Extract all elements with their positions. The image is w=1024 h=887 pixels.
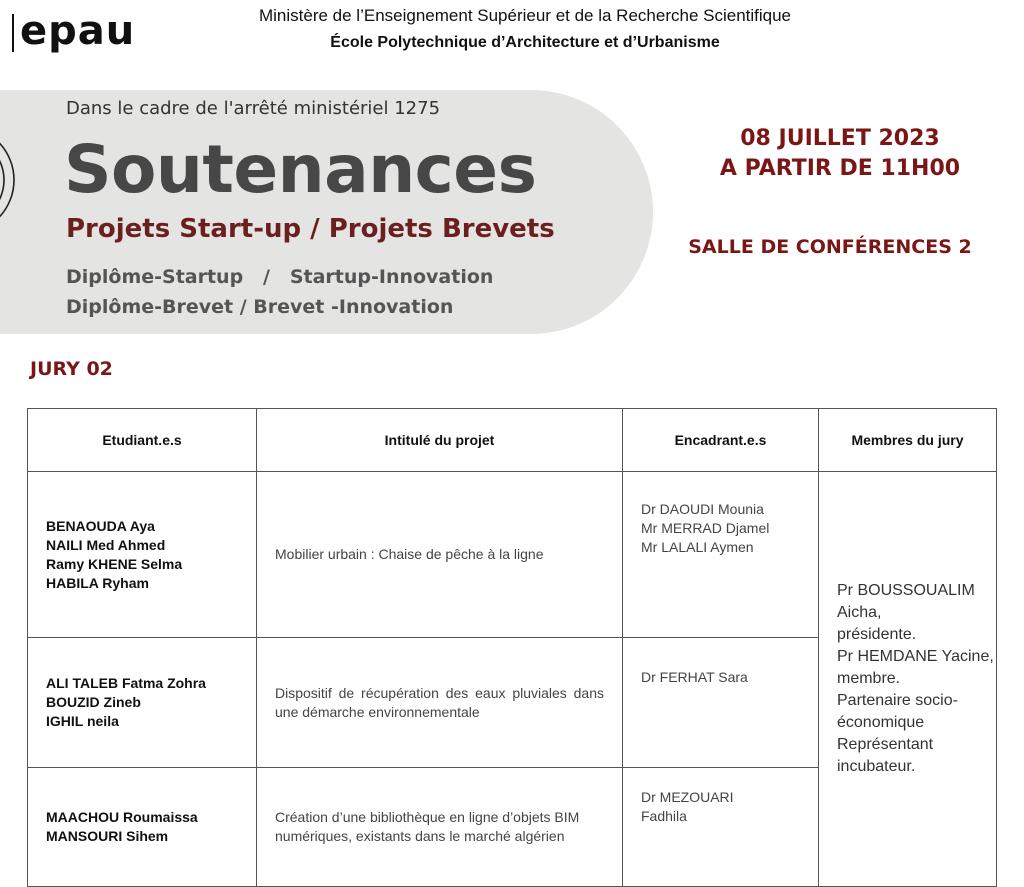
event-time: A PARTIR DE 11H00 [719, 156, 961, 181]
header-students: Etudiant.e.s [28, 409, 257, 472]
jury-member-line: Pr BOUSSOUALIM Aicha, [837, 582, 975, 621]
student-name: MAACHOU Roumaissa [46, 809, 198, 825]
students-cell [28, 638, 257, 768]
header-jury-members: Membres du jury [819, 409, 997, 472]
event-date: 08 JUILLET 2023 [740, 126, 940, 151]
decree-context: Dans le cadre de l'arrêté ministériel 1275 [66, 98, 441, 119]
project-title-cell: Mobilier urbain : Chaise de pêche à la ligne [257, 472, 623, 638]
student-name: MANSOURI Sihem [46, 828, 169, 844]
supervisors-cell [623, 472, 819, 638]
supervisor-name: Mr LALALI Aymen [641, 539, 754, 555]
ministry-name: Ministère de l’Enseignement Supérieur et de la Recherche Scientifique [258, 6, 792, 25]
diploma-line-brevet: Diplôme-Brevet / Brevet -Innovation [66, 296, 454, 318]
student-name: Ramy KHENE Selma [46, 555, 183, 572]
supervisor-name: Dr MEZOUARI [641, 789, 734, 805]
page-subtitle: Projets Start-up / Projets Brevets [66, 214, 555, 244]
student-name: BENAOUDA Aya [46, 517, 155, 534]
epau-logo: epau [20, 8, 136, 54]
header-project: Intitulé du projet [257, 409, 623, 472]
jury-member-line: membre. [837, 670, 901, 687]
student-name: BOUZID Zineb [46, 694, 141, 710]
table-header-row [28, 409, 997, 472]
event-date-block [700, 124, 980, 184]
student-name: HABILA Ryham [46, 574, 149, 591]
jury-label: JURY 02 [30, 358, 113, 380]
jury-member-line: Représentant incubateur. [837, 736, 934, 775]
student-name: NAILI Med Ahmed [46, 536, 166, 553]
event-venue: SALLE DE CONFÉRENCES 2 [688, 236, 972, 258]
table-row [28, 472, 997, 638]
supervisors-cell [623, 638, 819, 768]
supervisor-name: Dr FERHAT Sara [641, 669, 748, 685]
student-name: ALI TALEB Fatma Zohra [46, 675, 206, 691]
jury-table [27, 408, 997, 887]
project-title-cell: Dispositif de récupération des eaux pluviales dans une démarche environnementale [257, 638, 623, 768]
students-cell [28, 768, 257, 887]
header-supervisors: Encadrant.e.s [623, 409, 819, 472]
jury-members-cell [819, 472, 997, 887]
jury-member-line: Pr HEMDANE Yacine, [837, 648, 994, 665]
jury-member-line: économique [837, 714, 925, 731]
project-title-cell: Création d’une bibliothèque en ligne d’objets BIM numériques, existants dans le marché algérien [257, 768, 623, 887]
logo-divider [12, 14, 14, 52]
diploma-line-startup: Diplôme-Startup / Startup-Innovation [66, 266, 494, 288]
supervisor-name: Fadhila [641, 808, 687, 824]
jury-member-line: présidente. [837, 626, 917, 643]
supervisor-name: Dr DAOUDI Mounia [641, 501, 764, 517]
students-cell [28, 472, 257, 638]
supervisors-cell [623, 768, 819, 887]
student-name: IGHIL neila [46, 713, 119, 729]
jury-member-line: Partenaire socio- [837, 692, 958, 709]
school-name: École Polytechnique d’Architecture et d’Urbanisme [330, 34, 720, 51]
page-title: Soutenances [64, 131, 537, 208]
concentric-rings-icon [0, 120, 30, 270]
supervisor-name: Mr MERRAD Djamel [641, 520, 770, 536]
